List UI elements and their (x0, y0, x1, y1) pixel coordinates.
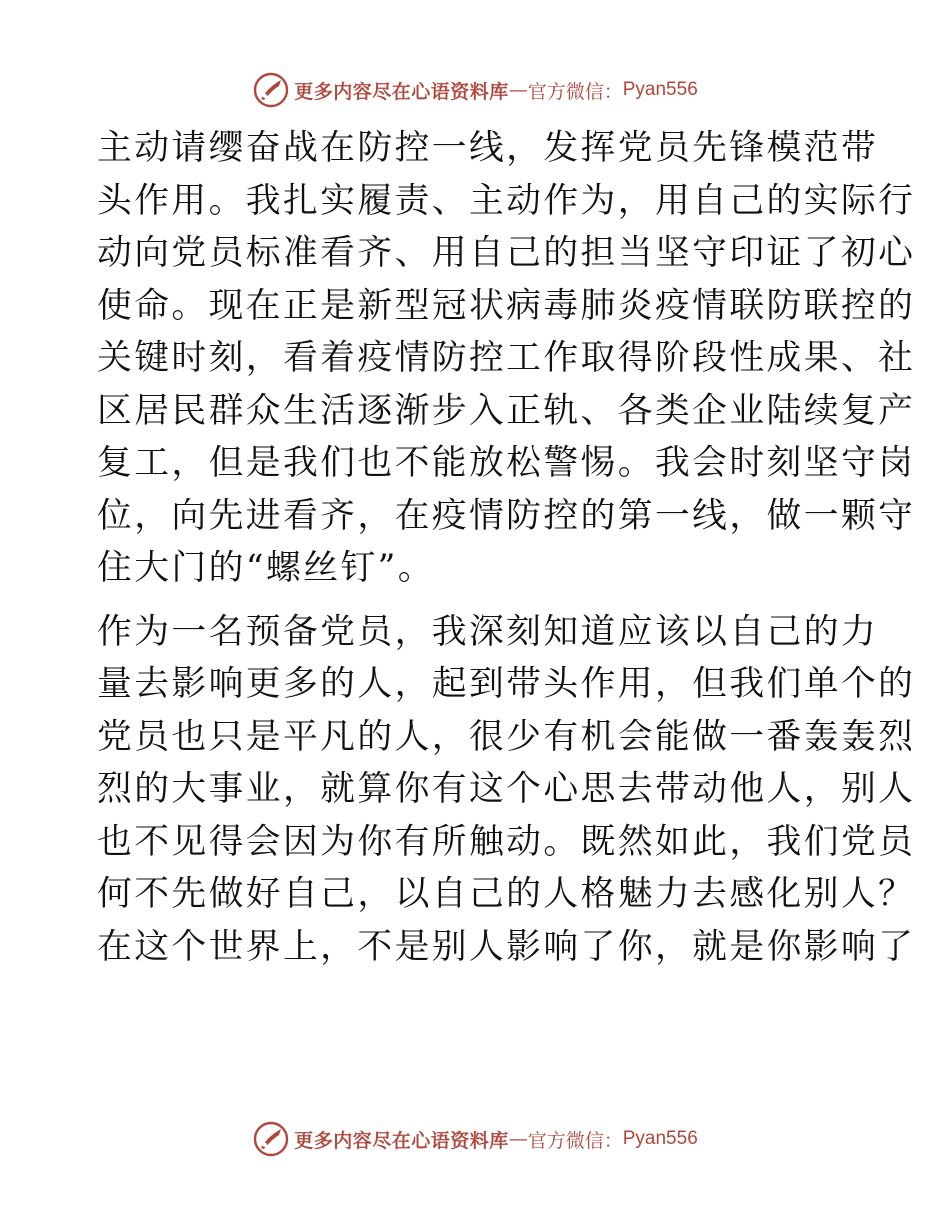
paragraph-2 (97, 606, 916, 974)
text-line: 也不见得会因为你有所触动。既然如此，我们党员 (97, 821, 916, 862)
text-line: 在这个世界上，不是别人影响了你，就是你影响了 (97, 926, 916, 967)
text-line: 区居民群众生活逐渐步入正轨、各类企业陆续复产 (97, 390, 916, 431)
text-line: 头作用。我扎实履责、主动作为，用自己的实际行 (97, 180, 916, 221)
footer-wechat-label: 官方微信： (527, 1129, 623, 1152)
text-line: 何不先做好自己，以自己的人格魅力去感化别人？ (97, 874, 916, 914)
text-line: 党员也只是平凡的人，很少有机会能做一番轰轰烈 (97, 716, 916, 757)
text-line: 量去影响更多的人，起到带头作用，但我们单个的 (97, 664, 916, 704)
text-line: 复工，但是我们也不能放松警惕。我会时刻坚守岗 (97, 443, 916, 483)
text-line: 作为一名预备党员，我深刻知道应该以自己的力 (97, 611, 879, 652)
header-slogan: 更多内容尽在心语资料库 (294, 80, 509, 103)
footer-wechat-id: Pyan556 (622, 1128, 698, 1149)
pen-nib-icon (252, 1120, 290, 1158)
header-wechat-id: Pyan556 (622, 79, 698, 100)
pen-nib-icon (252, 71, 290, 109)
document-body (97, 122, 916, 973)
text-line: 使命。现在正是新型冠状病毒肺炎疫情联防联控的 (97, 285, 916, 326)
text-line: 位，向先进看齐，在疫情防控的第一线，做一颗守 (97, 495, 916, 536)
header-separator: — (508, 79, 528, 101)
footer-slogan: 更多内容尽在心语资料库 (294, 1129, 509, 1152)
paragraph-1 (97, 122, 916, 595)
header-banner (0, 70, 950, 110)
text-line: 住大门的“螺丝钉”。 (97, 548, 435, 588)
text-line: 动向党员标准看齐、用自己的担当坚守印证了初心 (97, 233, 916, 273)
header-wechat-label: 官方微信： (527, 80, 623, 103)
text-line: 主动请缨奋战在防控一线，发挥党员先锋模范带 (97, 128, 879, 168)
footer-banner (0, 1119, 950, 1159)
footer-separator: — (508, 1128, 528, 1150)
text-line: 关键时刻，看着疫情防控工作取得阶段性成果、社 (97, 338, 916, 378)
text-line: 烈的大事业，就算你有这个心思去带动他人，别人 (97, 769, 916, 809)
